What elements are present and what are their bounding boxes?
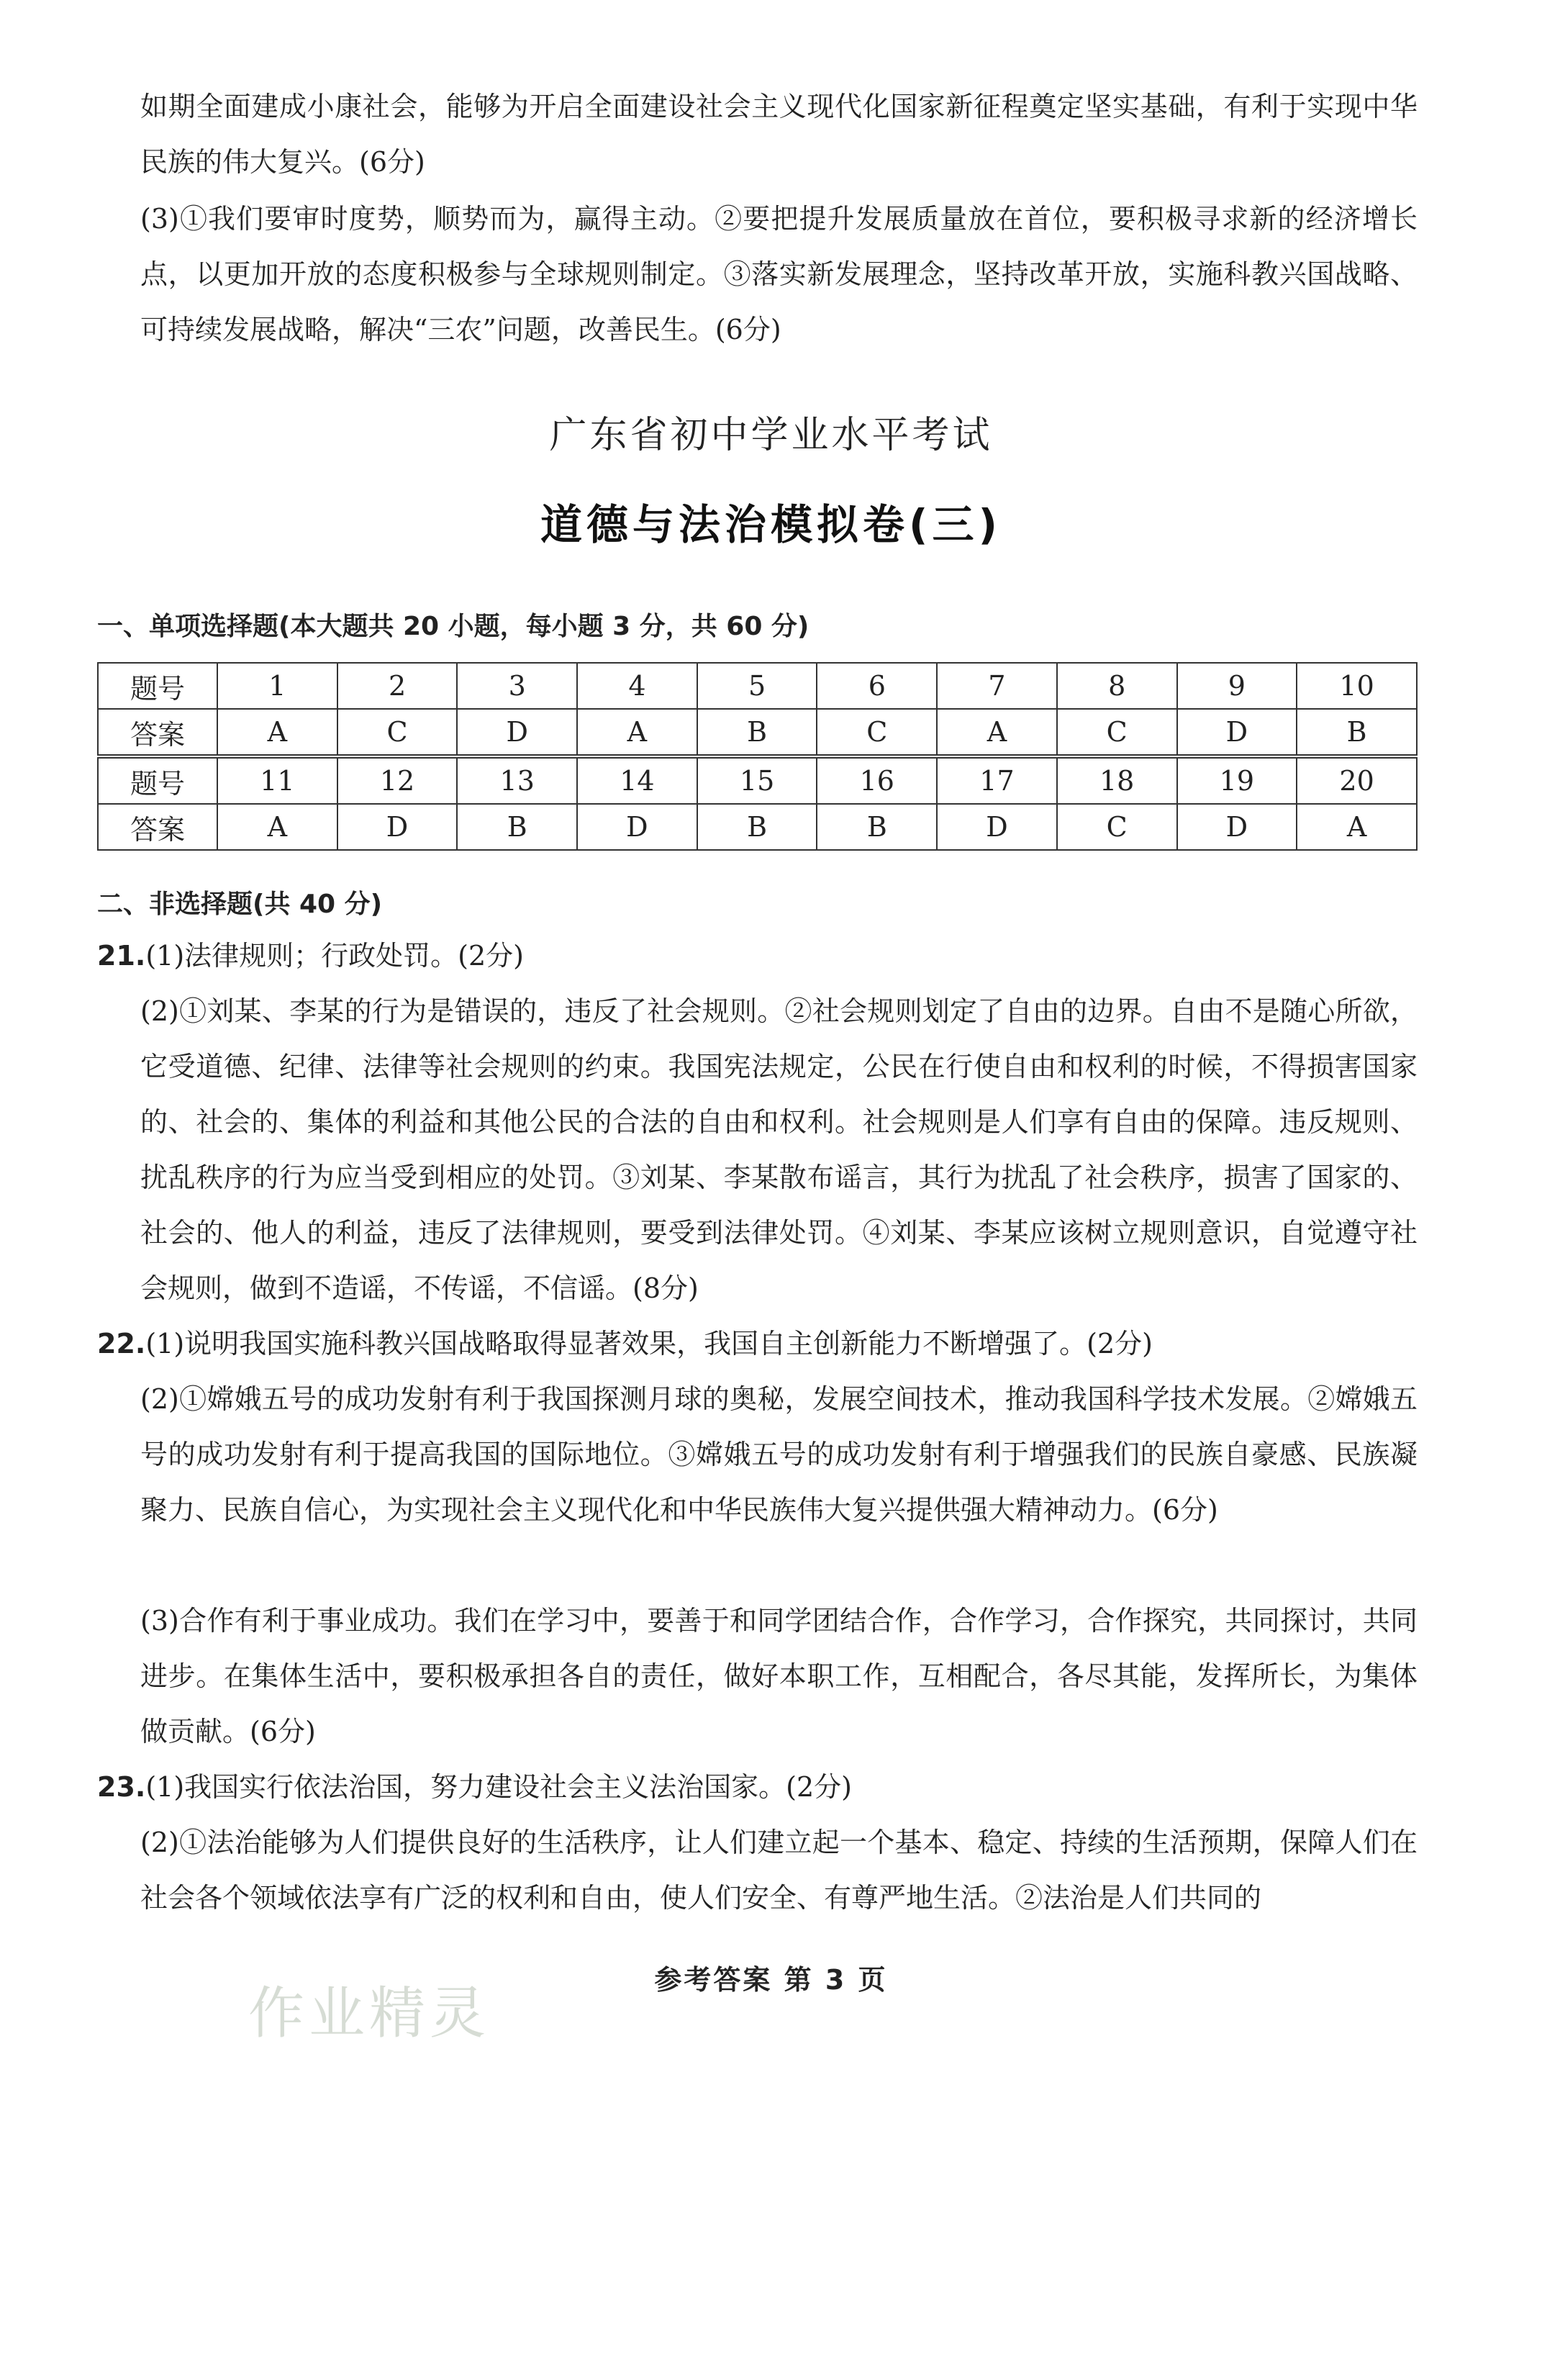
q21-part1	[97, 928, 1418, 984]
table-cell: D	[337, 804, 458, 850]
table-row	[98, 709, 1417, 755]
table-cell: 8	[1057, 663, 1177, 709]
answer-table	[97, 662, 1418, 851]
watermark-logo: 作业精灵	[248, 1981, 491, 2046]
table-cell: 13	[457, 758, 577, 804]
paragraph-top-2: (3)①我们要审时度势，顺势而为，赢得主动。②要把提升发展质量放在首位，要积极寻求新的经济增长点，以更加开放的态度积极参与全球规则制定。③落实新发展理念，坚持改革开放，实施科教兴国战略、可持续发展战略，解决“三农”问题，改善民生。(6分)	[140, 203, 1418, 345]
table-cell: C	[1057, 709, 1177, 755]
q23-part1	[97, 1760, 1418, 1815]
table-cell: B	[697, 709, 817, 755]
table-cell: 17	[937, 758, 1057, 804]
table-cell: 16	[817, 758, 937, 804]
q22-part2: (2)①嫦娥五号的成功发射有利于我国探测月球的奥秘，发展空间技术，推动我国科学技术发展。②嫦娥五号的成功发射有利于提高我国的国际地位。③嫦娥五号的成功发射有利于增强我们的民族自豪感、民族凝聚力、民族自信心，为实现社会主义现代化和中华民族伟大复兴提供强大精神动力。(6分)	[140, 1383, 1418, 1526]
table-cell: A	[217, 804, 337, 850]
table-cell: A	[217, 709, 337, 755]
question-number: 23.	[97, 1771, 146, 1803]
table-cell: 1	[217, 663, 337, 709]
table-cell: D	[1177, 804, 1297, 850]
answer-text: (1)我国实行依法治国，努力建设社会主义法治国家。(2分)	[145, 1771, 852, 1803]
table-cell: A	[577, 709, 697, 755]
answer-text: (1)法律规则；行政处罚。(2分)	[145, 940, 524, 972]
q22-part3: (3)合作有利于事业成功。我们在学习中，要善于和同学团结合作，合作学习，合作探究，共同探讨，共同进步。在集体生活中，要积极承担各自的责任，做好本职工作，互相配合，各尽其能，发挥所长，为集体做贡献。(6分)	[140, 1605, 1418, 1747]
paper-title: 道德与法治模拟卷(三)	[540, 500, 1002, 549]
table-cell: D	[577, 804, 697, 850]
exam-title: 广东省初中学业水平考试	[549, 414, 993, 457]
answer-text: (1)说明我国实施科教兴国战略取得显著效果，我国自主创新能力不断增强了。(2分)	[145, 1328, 1153, 1359]
row-label: 答案	[98, 804, 217, 850]
table-cell: 4	[577, 663, 697, 709]
section-1-title: 一、单项选择题(本大题共 20 小题，每小题 3 分，共 60 分)	[97, 612, 809, 641]
table-cell: D	[1177, 709, 1297, 755]
table-row	[98, 758, 1417, 804]
table-cell: 3	[457, 663, 577, 709]
table-row	[98, 804, 1417, 850]
table-cell: B	[697, 804, 817, 850]
table-cell: C	[337, 709, 458, 755]
table-cell: 15	[697, 758, 817, 804]
row-label: 答案	[98, 709, 217, 755]
q22-part1	[97, 1316, 1418, 1372]
table-cell: B	[457, 804, 577, 850]
question-number: 21.	[97, 940, 146, 972]
page-footer: 参考答案 第 3 页	[654, 1964, 888, 1996]
table-cell: A	[1297, 804, 1417, 850]
table-cell: 9	[1177, 663, 1297, 709]
table-cell: C	[1057, 804, 1177, 850]
row-label: 题号	[98, 758, 217, 804]
question-number: 22.	[97, 1328, 146, 1359]
table-cell: 6	[817, 663, 937, 709]
paragraph-top-1: 如期全面建成小康社会，能够为开启全面建设社会主义现代化国家新征程奠定坚实基础，有利于实现中华民族的伟大复兴。(6分)	[140, 91, 1418, 178]
row-label: 题号	[98, 663, 217, 709]
table-row	[98, 663, 1417, 709]
table-cell: D	[457, 709, 577, 755]
table-cell: 10	[1297, 663, 1417, 709]
table-cell: B	[817, 804, 937, 850]
table-cell: 5	[697, 663, 817, 709]
table-cell: C	[817, 709, 937, 755]
table-cell: 7	[937, 663, 1057, 709]
table-cell: 2	[337, 663, 458, 709]
table-cell: D	[937, 804, 1057, 850]
table-cell: 12	[337, 758, 458, 804]
table-cell: 14	[577, 758, 697, 804]
table-cell: 11	[217, 758, 337, 804]
table-cell: 18	[1057, 758, 1177, 804]
q21-part2: (2)①刘某、李某的行为是错误的，违反了社会规则。②社会规则划定了自由的边界。自由不是随心所欲，它受道德、纪律、法律等社会规则的约束。我国宪法规定，公民在行使自由和权利的时候，不得损害国家的、社会的、集体的利益和其他公民的合法的自由和权利。社会规则是人们享有自由的保障。违反规则、扰乱秩序的行为应当受到相应的处罚。③刘某、李某散布谣言，其行为扰乱了社会秩序，损害了国家的、社会的、他人的利益，违反了法律规则，要受到法律处罚。④刘某、李某应该树立规则意识，自觉遵守社会规则，做到不造谣，不传谣，不信谣。(8分)	[140, 995, 1418, 1304]
table-cell: 20	[1297, 758, 1417, 804]
table-cell: A	[937, 709, 1057, 755]
section-2-title: 二、非选择题(共 40 分)	[97, 890, 383, 919]
q23-part2: (2)①法治能够为人们提供良好的生活秩序，让人们建立起一个基本、稳定、持续的生活预期，保障人们在社会各个领域依法享有广泛的权利和自由，使人们安全、有尊严地生活。②法治是人们共同的	[140, 1827, 1418, 1914]
table-cell: 19	[1177, 758, 1297, 804]
table-cell: B	[1297, 709, 1417, 755]
